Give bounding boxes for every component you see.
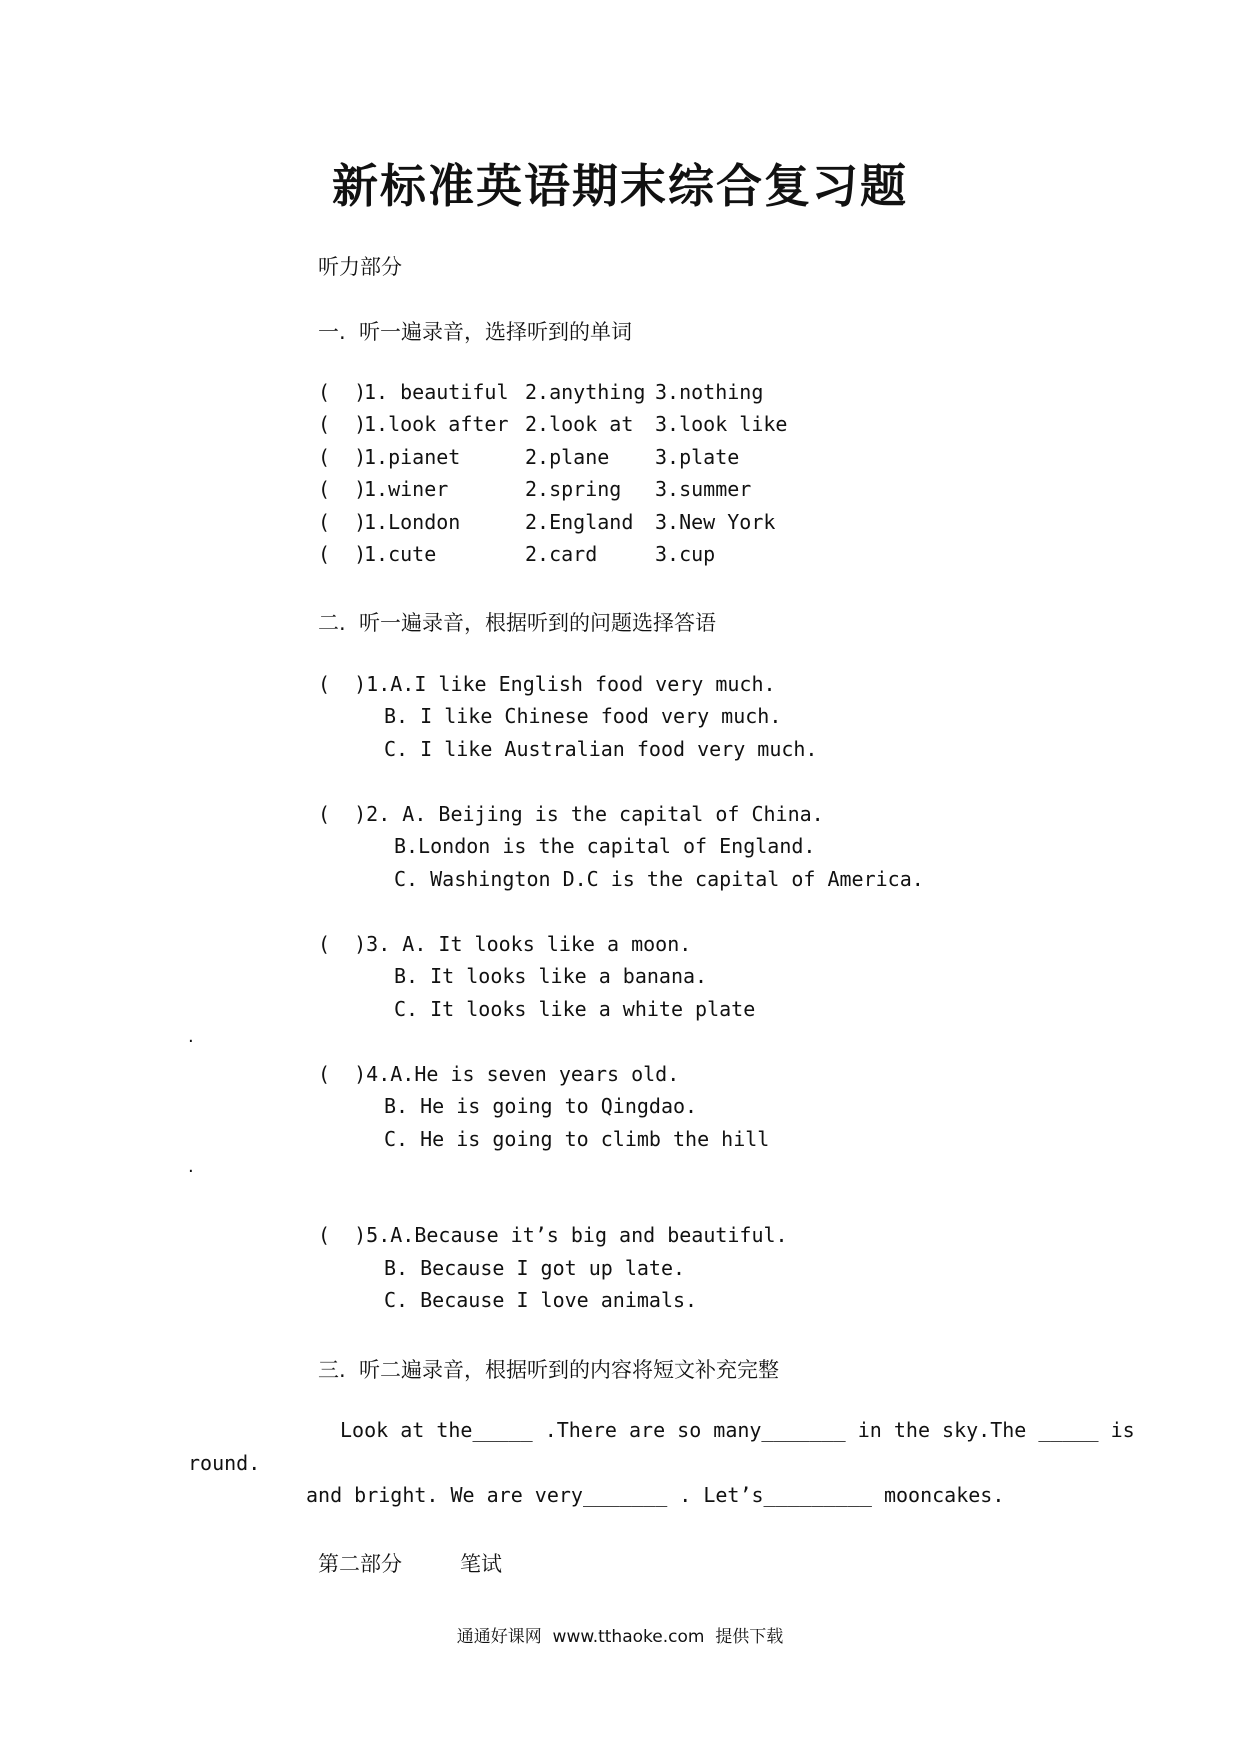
q2-option-a: ( )2. A. Beijing is the capital of China. (318, 802, 824, 826)
q1-option-b: B. I like Chinese food very much. (384, 704, 782, 728)
page-title: 新标准英语期末综合复习题 (332, 159, 908, 213)
cloze-line-3: and bright. We are very_______ . Let’s_________ mooncakes. (306, 1483, 1005, 1507)
page-footer: 通通好课网 www.tthaoke.com 提供下载 (456, 1627, 784, 1647)
stray-dot: . (188, 1156, 194, 1177)
row2-paren: ( ) (318, 412, 367, 436)
row6-option-3: 3.cup (655, 542, 716, 566)
row4-option-3: 3.summer (655, 477, 752, 501)
row3-option-2: 2.plane (525, 445, 610, 469)
q5-option-c: C. Because I love animals. (384, 1288, 698, 1312)
q4-option-b: B. He is going to Qingdao. (384, 1094, 698, 1118)
row5-paren: ( ) (318, 510, 367, 534)
q1-option-c: C. I like Australian food very much. (384, 737, 818, 761)
row3-option-3: 3.plate (655, 445, 740, 469)
row4-option-2: 2.spring (525, 477, 622, 501)
q1-option-a: ( )1.A.I like English food very much. (318, 672, 776, 696)
row1-option-2: 2.anything (525, 380, 646, 404)
row3-option-1: 1.pianet (364, 445, 461, 469)
row1-paren: ( ) (318, 380, 367, 404)
part2-written-test: 笔试 (460, 1552, 502, 1576)
q3-option-b: B. It looks like a banana. (394, 964, 708, 988)
row4-paren: ( ) (318, 477, 367, 501)
row6-option-2: 2.card (525, 542, 598, 566)
row4-option-1: 1.winer (364, 477, 449, 501)
q4-option-a: ( )4.A.He is seven years old. (318, 1062, 680, 1086)
listening-heading: 听力部分 (318, 255, 402, 279)
row6-paren: ( ) (318, 542, 367, 566)
q3-option-a: ( )3. A. It looks like a moon. (318, 932, 692, 956)
q5-option-b: B. Because I got up late. (384, 1256, 686, 1280)
section3-heading: 三. 听二遍录音，根据听到的内容将短文补充完整 (318, 1358, 780, 1382)
part2-label: 第二部分 (318, 1552, 402, 1576)
cloze-line-1: Look at the_____ .There are so many_______ in the sky.The _____ is (340, 1418, 1135, 1442)
row5-option-1: 1.London (364, 510, 461, 534)
q3-option-c: C. It looks like a white plate (394, 997, 756, 1021)
row6-option-1: 1.cute (364, 542, 437, 566)
row2-option-1: 1.look after (364, 412, 509, 436)
q2-option-b: B.London is the capital of England. (394, 834, 816, 858)
row2-option-2: 2.look at (525, 412, 634, 436)
row1-option-1: 1. beautiful (364, 380, 509, 404)
stray-dot: . (188, 1026, 194, 1047)
row1-option-3: 3.nothing (655, 380, 764, 404)
row2-option-3: 3.look like (655, 412, 788, 436)
row5-option-2: 2.England (525, 510, 634, 534)
q4-option-c: C. He is going to climb the hill (384, 1127, 770, 1151)
section2-heading: 二. 听一遍录音，根据听到的问题选择答语 (318, 611, 717, 635)
q2-option-c: C. Washington D.C is the capital of America. (394, 867, 924, 891)
row3-paren: ( ) (318, 445, 367, 469)
cloze-line-2: round. (188, 1451, 261, 1475)
q5-option-a: ( )5.A.Because it’s big and beautiful. (318, 1223, 788, 1247)
row5-option-3: 3.New York (655, 510, 776, 534)
section1-heading: 一. 听一遍录音，选择听到的单词 (318, 320, 633, 344)
